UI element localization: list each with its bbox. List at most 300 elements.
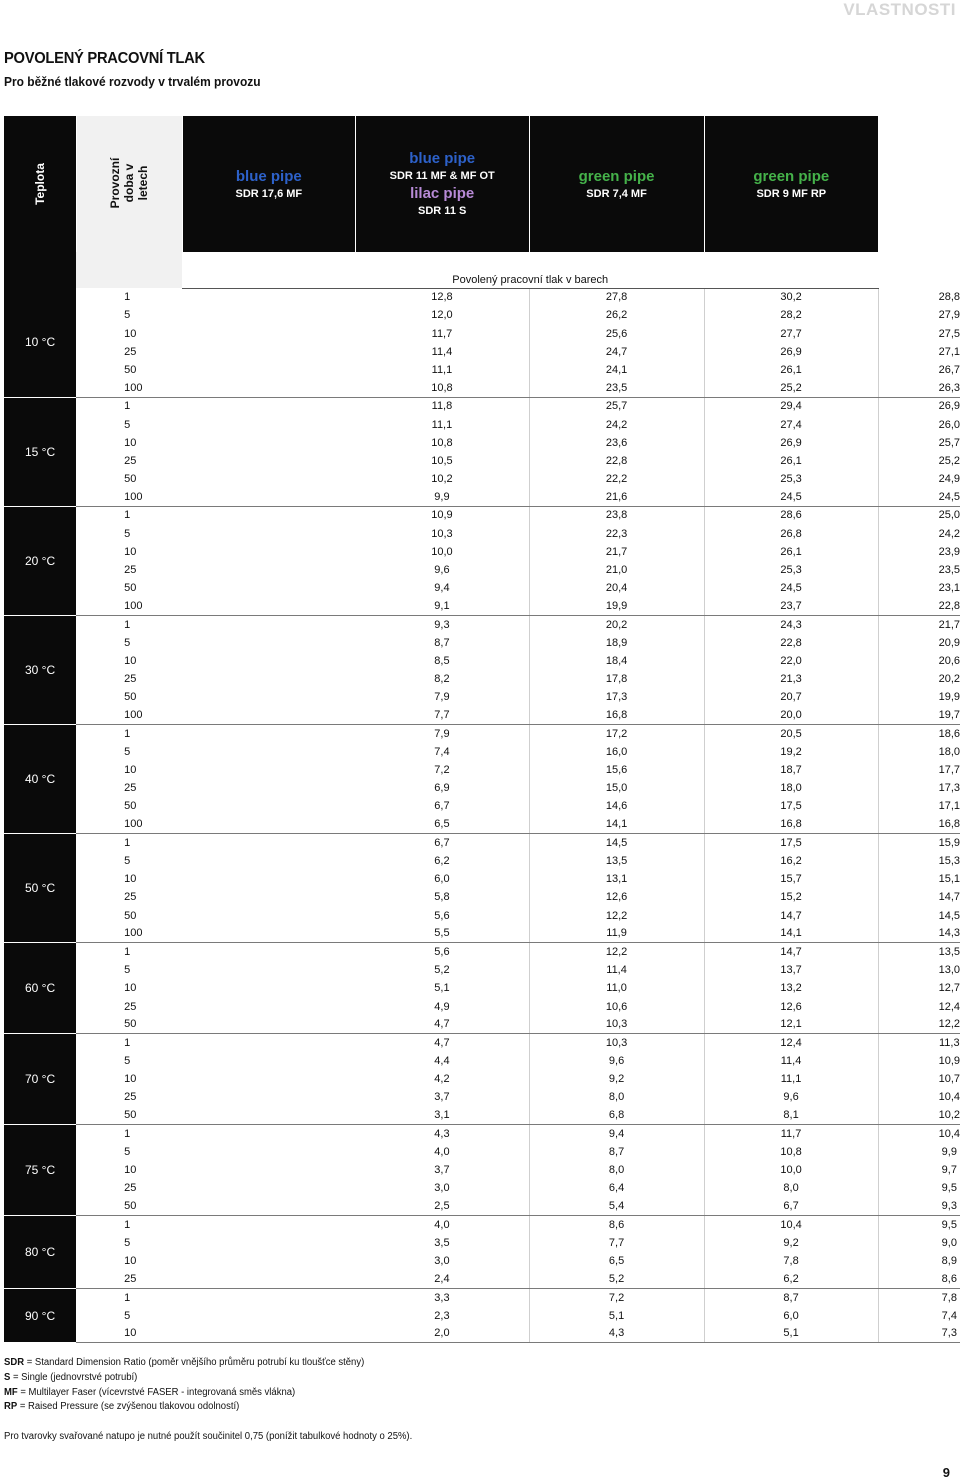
value-col1-cell: 10,5	[355, 452, 529, 470]
value-col2-cell: 17,2	[529, 725, 704, 743]
temperature-cell: 30 °C	[4, 615, 76, 724]
years-cell: 5	[124, 1309, 131, 1322]
table-row	[4, 288, 960, 306]
value-col1-cell: 7,4	[355, 743, 529, 761]
value-col2-cell: 11,4	[529, 961, 704, 979]
years-cell: 5	[124, 418, 131, 431]
value-col4-cell: 24,5	[878, 488, 960, 506]
years-cell: 50	[124, 800, 137, 813]
value-col2-cell: 18,9	[529, 634, 704, 652]
value-col2-cell: 9,2	[529, 1070, 704, 1088]
years-cell: 25	[124, 891, 137, 904]
value-col2-cell: 6,8	[529, 1106, 704, 1124]
value-col2-cell: 7,7	[529, 1234, 704, 1252]
table-row	[4, 434, 960, 452]
years-cell: 10	[124, 436, 137, 449]
value-col1-cell: 12,8	[355, 288, 529, 306]
value-col1-cell: 10,8	[355, 434, 529, 452]
value-col4-cell: 18,0	[938, 745, 960, 758]
table-row	[4, 1106, 960, 1124]
table-row	[4, 615, 960, 633]
header-col-4	[704, 116, 878, 252]
value-col1-cell: 4,7	[355, 1016, 529, 1034]
value-col2-cell: 11,0	[529, 979, 704, 997]
value-col3-cell: 26,9	[704, 434, 878, 452]
value-col4-cell: 11,3	[938, 1036, 960, 1049]
years-cell: 1	[124, 618, 131, 631]
years-cell: 1	[124, 1036, 131, 1049]
value-col1-cell: 7,7	[355, 706, 529, 724]
years-cell: 10	[124, 1255, 137, 1268]
table-row	[4, 543, 960, 561]
table-row	[4, 852, 960, 870]
temperature-cell: 20 °C	[4, 506, 76, 615]
value-col3-cell: 14,7	[704, 906, 878, 924]
value-col4-cell: 26,7	[938, 363, 960, 376]
value-col2-cell: 22,2	[529, 470, 704, 488]
value-col2-cell: 24,1	[529, 361, 704, 379]
value-col2-cell: 22,8	[529, 452, 704, 470]
value-col4-cell: 19,9	[938, 691, 960, 704]
value-col2-cell: 10,3	[529, 1016, 704, 1034]
value-col3-cell: 19,2	[704, 743, 878, 761]
value-col3-cell: 6,2	[704, 1270, 878, 1288]
table-row	[4, 779, 960, 797]
col2-sdr2: SDR 11 S	[418, 205, 467, 217]
value-col1-cell: 6,9	[355, 779, 529, 797]
value-col2-cell: 18,4	[529, 652, 704, 670]
years-cell: 1	[124, 727, 131, 740]
value-col4-cell: 9,0	[941, 1236, 957, 1249]
temperature-cell: 70 °C	[4, 1034, 76, 1125]
value-col1-cell: 5,8	[355, 888, 529, 906]
value-col1-cell: 4,4	[355, 1052, 529, 1070]
value-col2-cell: 8,7	[529, 1143, 704, 1161]
value-col2-cell: 4,3	[529, 1325, 704, 1343]
value-col1-cell: 6,2	[355, 852, 529, 870]
value-col2-cell: 23,8	[529, 506, 704, 524]
table-row	[4, 1070, 960, 1088]
value-col1-cell: 3,0	[355, 1179, 529, 1197]
years-cell: 1	[124, 400, 131, 413]
table-row	[4, 379, 960, 397]
years-cell: 50	[76, 1016, 355, 1034]
value-col4-cell: 20,9	[938, 636, 960, 649]
value-col2-cell: 11,9	[529, 925, 704, 943]
subheader-temp-spacer	[4, 252, 76, 288]
value-col2-cell: 12,2	[529, 906, 704, 924]
years-cell: 5	[124, 1146, 131, 1158]
years-cell: 1	[124, 1218, 131, 1231]
years-cell: 1	[124, 945, 131, 958]
years-cell: 50	[124, 691, 137, 704]
table-row	[4, 1252, 960, 1270]
years-cell: 5	[124, 527, 131, 540]
years-cell: 25	[124, 454, 137, 467]
table-row	[4, 1125, 960, 1143]
value-col3-cell: 6,0	[704, 1307, 878, 1325]
value-col4-cell: 10,7	[938, 1073, 960, 1086]
temperature-cell: 75 °C	[4, 1125, 76, 1216]
table-row	[4, 1143, 960, 1161]
value-col2-cell: 17,3	[529, 688, 704, 706]
value-col3-cell: 20,0	[704, 706, 878, 724]
value-col1-cell: 11,1	[355, 415, 529, 433]
value-col1-cell: 11,7	[355, 324, 529, 342]
years-cell: 25	[124, 1091, 137, 1104]
years-cell: 5	[124, 745, 131, 758]
value-col4-cell: 15,1	[938, 873, 960, 886]
table-row	[4, 324, 960, 342]
table-body	[4, 288, 960, 1343]
value-col3-cell: 25,3	[704, 561, 878, 579]
value-col1-cell: 11,1	[355, 361, 529, 379]
value-col1-cell: 4,0	[355, 1216, 529, 1234]
value-col3-cell: 16,2	[704, 852, 878, 870]
value-col1-cell: 6,5	[355, 815, 529, 833]
value-col1-cell: 6,7	[355, 797, 529, 815]
years-cell: 25	[124, 1182, 137, 1195]
value-col3-cell: 26,8	[704, 524, 878, 542]
abbreviation-notes	[4, 1356, 364, 1415]
table-row	[4, 506, 960, 524]
value-col3-cell: 11,4	[704, 1052, 878, 1070]
value-col4-cell: 17,7	[938, 764, 960, 777]
value-col1-cell: 2,3	[355, 1307, 529, 1325]
table-row	[4, 1234, 960, 1252]
value-col3-cell: 26,9	[704, 343, 878, 361]
table-row	[4, 1197, 960, 1215]
value-col1-cell: 9,4	[355, 579, 529, 597]
table-row	[4, 1179, 960, 1197]
value-col4-cell: 18,6	[938, 727, 960, 740]
value-col4-cell: 14,3	[878, 925, 960, 943]
table-row	[4, 979, 960, 997]
value-col3-cell: 17,5	[704, 797, 878, 815]
value-col3-cell: 12,1	[704, 1016, 878, 1034]
value-col2-cell: 14,5	[529, 834, 704, 852]
years-cell: 5	[124, 1055, 131, 1068]
value-col1-cell: 5,6	[355, 906, 529, 924]
value-col3-cell: 27,4	[704, 415, 878, 433]
value-col2-cell: 7,2	[529, 1288, 704, 1306]
header-col-2	[355, 116, 529, 252]
value-col2-cell: 13,5	[529, 852, 704, 870]
value-col3-cell: 21,3	[704, 670, 878, 688]
value-col3-cell: 28,2	[704, 306, 878, 324]
value-col2-cell: 10,3	[529, 1034, 704, 1052]
value-col1-cell: 7,2	[355, 761, 529, 779]
value-col4-cell: 15,3	[938, 855, 960, 867]
value-col3-cell: 23,7	[704, 597, 878, 615]
col2-brand2: lilac pipe	[410, 185, 475, 202]
value-col3-cell: 28,6	[704, 506, 878, 524]
note-mf: MF = Multilayer Faser (vícevrstvé FASER - integrovaná směs vlákna)	[4, 1386, 296, 1398]
value-col3-cell: 9,2	[704, 1234, 878, 1252]
header-duration	[76, 116, 182, 252]
years-cell: 5	[124, 964, 131, 977]
value-col2-cell: 17,8	[529, 670, 704, 688]
years-cell: 25	[124, 782, 137, 795]
value-col2-cell: 27,8	[529, 288, 704, 306]
value-col4-cell: 21,7	[938, 618, 960, 631]
value-col3-cell: 26,1	[704, 452, 878, 470]
table-row	[4, 634, 960, 652]
subheader-duration-spacer	[76, 252, 182, 288]
value-col4-cell: 7,3	[878, 1325, 960, 1343]
col4-sdr: SDR 9 MF RP	[756, 187, 827, 200]
value-col4-cell: 25,2	[938, 454, 960, 467]
page-subtitle: Pro běžné tlakové rozvody v trvalém provozu	[4, 74, 261, 89]
col3-sdr: SDR 7,4 MF	[586, 187, 647, 200]
temperature-cell: 40 °C	[4, 725, 76, 834]
table-row	[4, 452, 960, 470]
value-col1-cell: 10,8	[355, 379, 529, 397]
value-col2-cell: 8,0	[529, 1088, 704, 1106]
value-col4-cell: 17,1	[938, 800, 960, 813]
years-cell: 25	[124, 345, 137, 358]
value-col2-cell: 24,7	[529, 343, 704, 361]
table-row	[4, 834, 960, 852]
years-cell: 100	[76, 488, 355, 506]
value-col3-cell: 18,7	[704, 761, 878, 779]
value-col2-cell: 14,6	[529, 797, 704, 815]
temperature-label: Teplota	[32, 163, 47, 205]
value-col3-cell: 27,7	[704, 324, 878, 342]
value-col3-cell: 26,1	[704, 543, 878, 561]
table-row	[4, 1034, 960, 1052]
value-col1-cell: 5,5	[355, 925, 529, 943]
value-col4-cell: 28,8	[938, 291, 960, 304]
table-row	[4, 652, 960, 670]
value-col4-cell: 20,2	[938, 673, 960, 686]
table-row	[4, 688, 960, 706]
value-col4-cell: 15,9	[938, 836, 960, 849]
value-col2-cell: 6,4	[529, 1179, 704, 1197]
value-col1-cell: 11,4	[355, 343, 529, 361]
table-row	[4, 1325, 960, 1343]
years-cell: 1	[124, 509, 131, 522]
col3-brand: green pipe	[578, 167, 655, 185]
value-col4-cell: 26,0	[938, 418, 960, 431]
value-col4-cell: 23,5	[938, 564, 960, 576]
col1-sdr: SDR 17,6 MF	[235, 187, 303, 200]
pressure-table	[4, 116, 960, 1343]
years-cell: 5	[124, 1236, 131, 1249]
value-col1-cell: 3,0	[355, 1252, 529, 1270]
years-cell: 5	[124, 309, 131, 322]
value-col4-cell: 17,3	[938, 782, 960, 795]
col2-brand: blue pipe	[409, 150, 476, 167]
value-col3-cell: 12,4	[704, 1034, 878, 1052]
table-row	[4, 1288, 960, 1306]
value-col4-cell: 9,5	[941, 1218, 957, 1231]
value-col1-cell: 10,3	[355, 524, 529, 542]
value-col2-cell: 5,2	[529, 1270, 704, 1288]
value-col4-cell: 10,9	[938, 1055, 960, 1068]
value-col3-cell: 10,4	[704, 1216, 878, 1234]
value-col2-cell: 22,3	[529, 524, 704, 542]
value-col3-cell: 8,1	[704, 1106, 878, 1124]
value-col4-cell: 9,3	[878, 1197, 960, 1215]
value-col3-cell: 5,1	[704, 1325, 878, 1343]
value-col3-cell: 7,8	[704, 1252, 878, 1270]
table-row	[4, 597, 960, 615]
value-col4-cell: 9,7	[941, 1164, 957, 1177]
value-col3-cell: 30,2	[704, 288, 878, 306]
value-col3-cell: 24,5	[704, 488, 878, 506]
value-col3-cell: 9,6	[704, 1088, 878, 1106]
value-col1-cell: 5,1	[355, 979, 529, 997]
value-col3-cell: 17,5	[704, 834, 878, 852]
years-cell: 100	[76, 925, 355, 943]
years-cell: 50	[76, 1106, 355, 1124]
value-col2-cell: 19,9	[529, 597, 704, 615]
years-cell: 5	[124, 636, 131, 649]
value-col3-cell: 15,2	[704, 888, 878, 906]
table-row	[4, 670, 960, 688]
temperature-cell: 10 °C	[4, 288, 76, 397]
value-col1-cell: 7,9	[355, 725, 529, 743]
value-col4-cell: 13,5	[938, 945, 960, 958]
years-cell: 10	[124, 654, 137, 667]
note-rp: RP = Raised Pressure (se zvýšenou tlakovou odolností)	[4, 1401, 240, 1413]
value-col4-cell: 14,7	[938, 891, 960, 904]
value-col1-cell: 2,5	[355, 1197, 529, 1215]
value-col3-cell: 10,8	[704, 1143, 878, 1161]
value-col1-cell: 9,3	[355, 615, 529, 633]
years-cell: 100	[76, 597, 355, 615]
value-col1-cell: 3,5	[355, 1234, 529, 1252]
unit-label: Povolený pracovní tlak v barech	[182, 252, 878, 288]
temperature-cell: 50 °C	[4, 834, 76, 943]
value-col3-cell: 25,2	[704, 379, 878, 397]
header-col-3	[529, 116, 704, 252]
value-col4-cell: 16,8	[878, 815, 960, 833]
table-row	[4, 725, 960, 743]
value-col3-cell: 16,8	[704, 815, 878, 833]
note-s: S = Single (jednovrstvé potrubí)	[4, 1371, 138, 1383]
header-col-1	[182, 116, 355, 252]
value-col1-cell: 9,9	[355, 488, 529, 506]
value-col4-cell: 23,9	[938, 545, 960, 558]
table-row	[4, 961, 960, 979]
value-col3-cell: 14,1	[704, 925, 878, 943]
temperature-cell: 80 °C	[4, 1216, 76, 1289]
table-row	[4, 561, 960, 579]
header-temperature	[4, 116, 76, 252]
years-cell: 50	[124, 363, 137, 376]
value-col4-cell: 27,9	[938, 309, 960, 322]
value-col3-cell: 8,7	[704, 1288, 878, 1306]
years-cell: 5	[124, 855, 131, 867]
value-col2-cell: 8,0	[529, 1161, 704, 1179]
value-col4-cell: 7,4	[941, 1309, 957, 1322]
value-col3-cell: 11,7	[704, 1125, 878, 1143]
value-col4-cell: 9,9	[941, 1146, 957, 1158]
value-col2-cell: 15,6	[529, 761, 704, 779]
value-col3-cell: 24,5	[704, 579, 878, 597]
section-label: VLASTNOSTI	[843, 0, 956, 19]
value-col4-cell: 20,6	[938, 654, 960, 667]
years-cell: 25	[76, 1270, 355, 1288]
value-col1-cell: 5,2	[355, 961, 529, 979]
table-row	[4, 524, 960, 542]
value-col2-cell: 20,4	[529, 579, 704, 597]
value-col1-cell: 11,8	[355, 397, 529, 415]
value-col1-cell: 4,2	[355, 1070, 529, 1088]
value-col1-cell: 4,9	[355, 997, 529, 1015]
value-col1-cell: 3,7	[355, 1088, 529, 1106]
value-col2-cell: 21,6	[529, 488, 704, 506]
value-col4-cell: 22,8	[878, 597, 960, 615]
value-col2-cell: 9,6	[529, 1052, 704, 1070]
page-title: POVOLENÝ PRACOVNÍ TLAK	[4, 50, 205, 67]
value-col3-cell: 18,0	[704, 779, 878, 797]
value-col4-cell: 12,7	[938, 982, 960, 995]
value-col2-cell: 5,1	[529, 1307, 704, 1325]
years-cell: 100	[76, 706, 355, 724]
col4-brand: green pipe	[753, 167, 830, 185]
years-cell: 10	[124, 1164, 137, 1177]
table-row	[4, 761, 960, 779]
value-col4-cell: 25,7	[938, 436, 960, 449]
table-row	[4, 579, 960, 597]
value-col3-cell: 8,0	[704, 1179, 878, 1197]
value-col1-cell: 10,9	[355, 506, 529, 524]
value-col3-cell: 12,6	[704, 997, 878, 1015]
table-row	[4, 925, 960, 943]
table-row	[4, 1216, 960, 1234]
value-col2-cell: 25,6	[529, 324, 704, 342]
value-col2-cell: 9,4	[529, 1125, 704, 1143]
value-col2-cell: 14,1	[529, 815, 704, 833]
value-col1-cell: 2,0	[355, 1325, 529, 1343]
table-row	[4, 870, 960, 888]
footnote: Pro tvarovky svařované natupo je nutné použít součinitel 0,75 (ponížit tabulkové hodnoty o 25%).	[4, 1431, 413, 1442]
value-col2-cell: 26,2	[529, 306, 704, 324]
value-col2-cell: 23,6	[529, 434, 704, 452]
value-col4-cell: 26,9	[938, 400, 960, 413]
value-col3-cell: 13,7	[704, 961, 878, 979]
duration-label: Provozní doba v letech	[108, 157, 151, 209]
note-sdr: SDR = Standard Dimension Ratio (poměr vnějšího průměru potrubí ku tloušťce stěny)	[4, 1357, 365, 1368]
table-row	[4, 1016, 960, 1034]
years-cell: 10	[76, 1325, 355, 1343]
years-cell: 1	[124, 836, 131, 849]
table-row	[4, 906, 960, 924]
years-cell: 100	[76, 379, 355, 397]
value-col1-cell: 5,6	[355, 943, 529, 961]
value-col2-cell: 6,5	[529, 1252, 704, 1270]
years-cell: 10	[124, 545, 137, 558]
value-col4-cell: 13,0	[938, 964, 960, 977]
value-col4-cell: 23,1	[938, 582, 960, 595]
value-col1-cell: 12,0	[355, 306, 529, 324]
years-cell: 10	[124, 982, 137, 995]
value-col2-cell: 23,5	[529, 379, 704, 397]
value-col2-cell: 21,7	[529, 543, 704, 561]
value-col1-cell: 3,3	[355, 1288, 529, 1306]
value-col4-cell: 10,4	[938, 1127, 960, 1140]
value-col4-cell: 8,9	[941, 1255, 957, 1268]
page-number: 9	[942, 1465, 950, 1480]
col2-sdr: SDR 11 MF & MF OT	[389, 170, 495, 182]
value-col3-cell: 24,3	[704, 615, 878, 633]
value-col1-cell: 8,5	[355, 652, 529, 670]
years-cell: 50	[76, 1197, 355, 1215]
years-cell: 10	[124, 764, 137, 777]
